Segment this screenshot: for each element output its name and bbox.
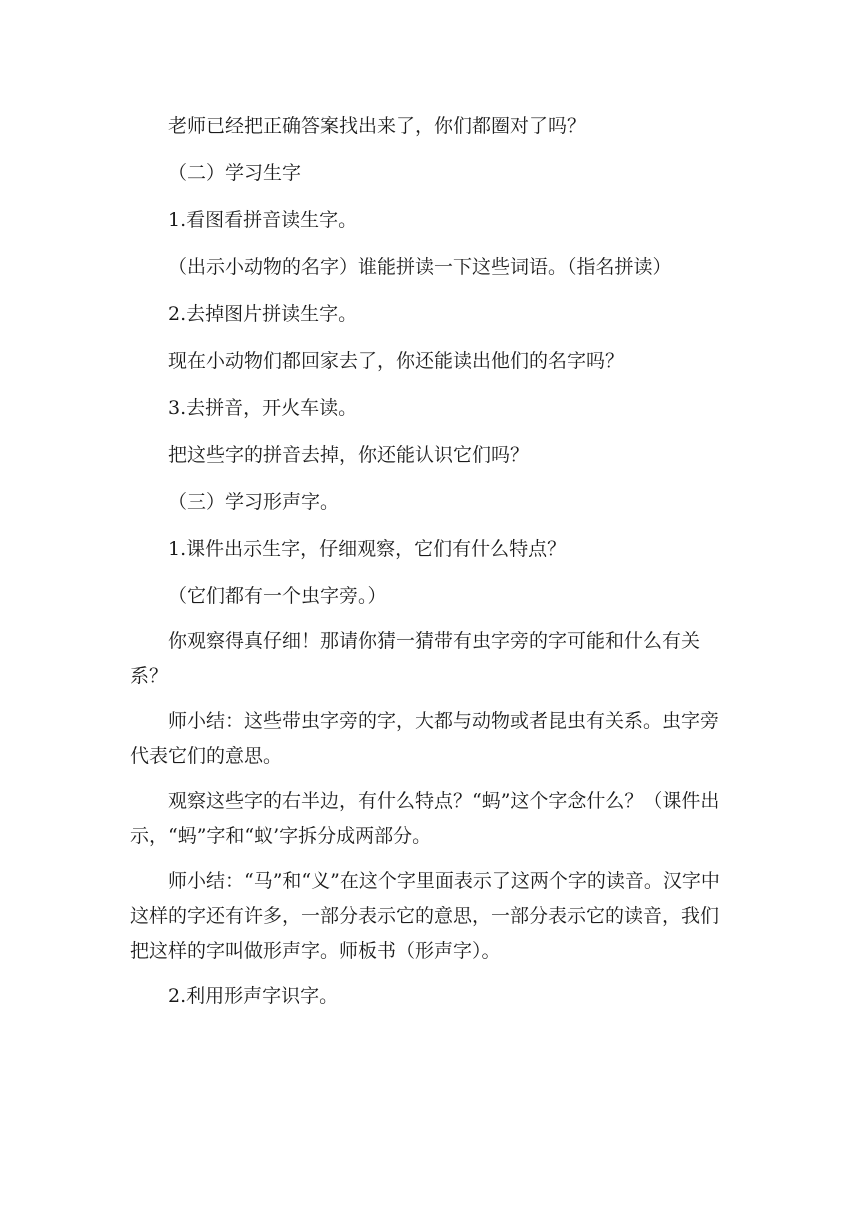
paragraph-observe-right-half: 观察这些字的右半边，有什么特点？“蚂”这个字念什么？（课件出示，“蚂”字和“蚁’字拆分成两部分。 [130, 790, 720, 847]
step-2-remove-pictures: 2.去掉图片拼读生字。 [168, 303, 358, 325]
document-body [130, 109, 730, 1014]
paragraph-answer-check: 老师已经把正确答案找出来了，你们都圈对了吗？ [168, 115, 587, 137]
paragraph-guess-meaning: 你观察得真仔细！那请你猜一猜带有虫字旁的字可能和什么有关系？ [130, 630, 701, 687]
paragraph-show-animal-names: （出示小动物的名字）谁能拼读一下这些词语。（指名拼读） [168, 256, 672, 278]
step-3-remove-pinyin: 3.去拼音，开火车读。 [168, 397, 358, 419]
step-1-read-with-pinyin: 1.看图看拼音读生字。 [168, 209, 358, 231]
paragraph-teacher-summary-2: 师小结：“马”和“义”在这个字里面表示了这两个字的读音。汉字中这样的字还有许多，一部分表示它的意思，一部分表示它的读音，我们把这样的字叫做形声字。师板书（形声字）。 [130, 870, 720, 962]
section-heading-learn-characters: （二）学习生字 [168, 162, 302, 184]
step-1-observe-characters: 1.课件出示生字，仔细观察，它们有什么特点？ [168, 538, 567, 560]
paragraph-recognize-characters: 把这些字的拼音去掉，你还能认识它们吗？ [168, 444, 530, 466]
paragraph-teacher-summary-1: 师小结：这些带虫字旁的字，大都与动物或者昆虫有关系。虫字旁代表它们的意思。 [130, 710, 720, 767]
section-heading-phono-semantic: （三）学习形声字。 [168, 491, 340, 513]
step-2-use-phono-semantic: 2.利用形声字识字。 [168, 985, 339, 1007]
paragraph-animals-go-home: 现在小动物们都回家去了，你还能读出他们的名字吗？ [168, 350, 625, 372]
paragraph-insect-radical: （它们都有一个虫字旁。） [168, 585, 387, 607]
